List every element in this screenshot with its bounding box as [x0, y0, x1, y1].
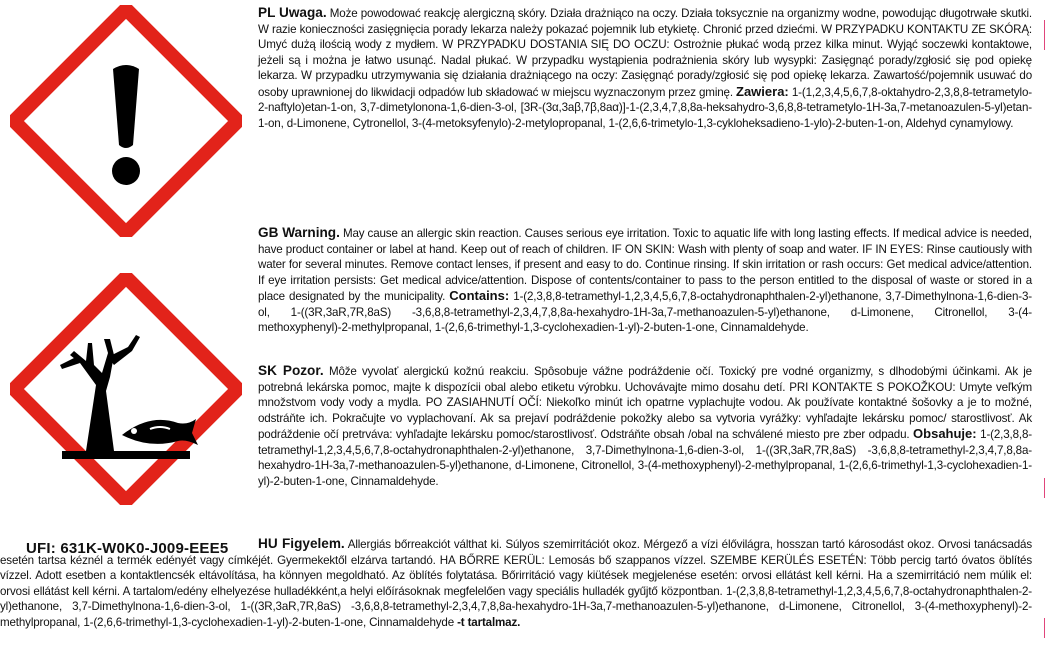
pl-contains-label: Zawiera:: [736, 83, 789, 99]
gb-warning-text: [258, 225, 1032, 336]
hu-body: Allergiás bőrreakciót válthat ki. Súlyos szemirritációt okoz. Mérgező a vízi élővilágra, hosszan tartó károsodást okoz. Orvosi tanácsadás esetén tartsa kéznél a termék edényét vagy címkéjét. Gyermekektől elzárva tartandó. HA BŐRRE KERÜL: Lemosás bő szappanos vízzel. SZEMBE KERÜLÉS ESETÉN: Több percig tartó óvatos öblítés vízzel. Adott esetben a kontaktlencsék eltávolítása, ha könnyen megoldható. Az öblítés folytatása. Bőrirritáció vagy kiütések megjelenése esetén: orvosi ellátást kell kérni. Ha a szemirritáció nem múlik el: orvosi ellátást kell kérni. A tartalom/edény elhelyezése hulladékként,a helyi előírásoknak megfelelően vagy speciális hulladék gyűjtő központban. 1-(2,3,8,8-tetramethyl-1,2,3,4,5,6,7,8-octahydronaphthalen-2-yl)ethanone, 3,7-Dimethylnona-1,6-dien-3-ol, 1-((3R,3aR,7R,8aS) -3,6,8,8-tetramethyl-2,3,4,7,8,8a-hexahydro-1H-3a,7-methanoazulen-5-yl)ethanone, d-Limonene, Citronellol, 3-(4-methoxyphenyl)-2-methylpropanal, 1-(2,6,6-trimethyl-1,3-cyclohexadien-1-yl)-2-buten-1-one, Cinnamaldehyde: [0, 538, 1032, 629]
sk-contains-label: Obsahuje:: [913, 426, 977, 441]
pl-signal-word: PL Uwaga.: [258, 5, 327, 20]
gb-contains-label: Contains:: [449, 288, 510, 303]
hu-tail: -t tartalmaz.: [457, 615, 521, 629]
ufi-code: UFI: 631K-W0K0-J009-EEE5: [26, 540, 229, 557]
crop-mark: [1044, 478, 1045, 498]
gb-body: May cause an allergic skin reaction. Causes serious eye irritation. Toxic to aquatic life with long lasting effects. If medical advice is needed, have product container or label at hand. Keep out of reach of children. IF ON SKIN: Wash with plenty of soap and water. IF IN EYES: Rinse cautiously with water for several minutes. Remove contact lenses, if present and easy to do. Continue rinsing. If skin irritation or rash occurs: Get medical advice/attention. If eye irritation persists: Get medical advice/attention. Dispose of contents/container to pass to the person entitled to the disposal of waste or stored in a place designated by the municipality.: [258, 227, 1032, 303]
pl-warning-text: [258, 5, 1032, 131]
sk-ingredients: 1-(2,3,8,8-tetramethyl-1,2,3,4,5,6,7,8-octahydronaphthalen-2-yl)ethanone, 3,7-Dimethylnona-1,6-dien-3-ol, 1-((3R,3aR,7R,8aS) -3,6,8,8-tetramethyl-2,3,4,7,8,8a-hexahydro-1H-3a,7-methanoazulen-5-yl)ethanone, d-Limonene, Citronellol, 3-(4-methoxyphenyl)-2-methylpropanal, 1-(2,6,6-trimethyl-1,3-cyclohexadien-1-yl)-2-buten-1-one, Cinnamaldehyde.: [258, 428, 1032, 488]
pl-ingredients: 1-(1,2,3,4,5,6,7,8-oktahydro-2,3,8,8-tetrametylo-2-naftylo)etan-1-on, 3,7-dimetylonona-1,6-dien-3-ol, [3R-(3α,3aβ,7β,8aα)]-1-(2,3,4,7,8,8a-heksahydro-3,6,8,8-tetrametylo-1H-3a,7-metanoazulen-5-yl)etan-1-on, d-Limonene, Cytronellol, 3-(4-metoksyfenylo)-2-metylopropanal, 1-(2,6,6-trimetylo-1,3-cykloheksadieno-1-ylo)-2-buten-1-on, Aldehyd cynamylowy.: [258, 85, 1032, 130]
ufi-spacer: [0, 536, 258, 549]
pl-body: Może powodować reakcję alergiczną skóry. Działa drażniąco na oczy. Działa toksycznie na organizmy wodne, powodując długotrwałe skutki. W razie konieczności zasięgnięcia porady lekarza należy pokazać pojemnik lub etykietę. Chronić przed dziećmi. W PRZYPADKU KONTAKTU ZE SKÓRĄ: Umyć dużą ilością wody z mydłem. W PRZYPADKU DOSTANIA SIĘ DO OCZU: Ostrożnie płukać wodą przez kilka minut. Wyjąć soczewki kontaktowe, jeżeli są i można je łatwo usunąć. Nadal płukać. W przypadku wystąpienia podrażnienia skóry lub wysypki: Zasięgnąć porady/zgłosić się pod opiekę lekarza. W przypadku utrzymywania się działania drażniącego na oczy: Zasięgnąć porady/zgłosić się pod opiekę lekarza. Zawartość/pojemnik usuwać do osoby uprawnionej do likwidacji odpadów lub składować w miejscu wyznaczonym przez gminę.: [258, 7, 1032, 99]
hu-warning-text: [0, 536, 1032, 630]
hu-signal-word: HU Figyelem.: [258, 536, 345, 551]
exclamation-mark-pictogram: [10, 5, 242, 237]
crop-mark: [1044, 20, 1045, 50]
exclamation-mark-icon: [10, 5, 242, 237]
gb-signal-word: GB Warning.: [258, 225, 340, 240]
sk-signal-word: SK Pozor.: [258, 363, 324, 378]
sk-warning-text: [258, 363, 1032, 489]
gb-ingredients: 1-(2,3,8,8-tetramethyl-1,2,3,4,5,6,7,8-octahydronaphthalen-2-yl)ethanone, 3,7-Dimethylnona-1,6-dien-3-ol, 1-((3R,3aR,7R,8aS) -3,6,8,8-tetramethyl-2,3,4,7,8,8a-hexahydro-1H-3a,7-methanoazulen-5-yl)ethanone, d-Limonene, Citronellol, 3-(4-methoxyphenyl)-2-methylpropanal, 1-(2,6,6-trimethyl-1,3-cyclohexadien-1-yl)-2-buten-1-one, Cinnamaldehyde.: [258, 290, 1032, 334]
sk-body: Môže vyvolať alergickú kožnú reakciu. Spôsobuje vážne podráždenie očí. Toxický pre vodné organizmy, s dlhodobými účinkami. Ak je potrebná lekárska pomoc, majte k dispozícii obal alebo etiketu výrobku. Uchovávajte mimo dosahu detí. PRI KONTAKTE S POKOŽKOU: Umyte veľkým množstvom vody vody a mydla. PO ZASIAHNUTÍ OČÍ: Niekoľko minút ich opatrne vyplachujte vodou. Ak používate kontaktné šošovky a je to možné, odstráňte ich. Pokračujte vo vyplachovaní. Ak sa prejaví podráždenie pokožky alebo sa vytvoria vyrážky: vyhľadajte lekársku pomoc/ starostlivosť. Ak podráždenie očí pretrváva: vyhľadajte lekársku pomoc/starostlivosť. Odstráňte obsah /obal na schválené miesto pre zber odpadu.: [258, 365, 1032, 441]
crop-mark: [1044, 618, 1045, 638]
environment-hazard-pictogram: [10, 273, 242, 505]
dead-tree-fish-icon: [10, 273, 242, 505]
